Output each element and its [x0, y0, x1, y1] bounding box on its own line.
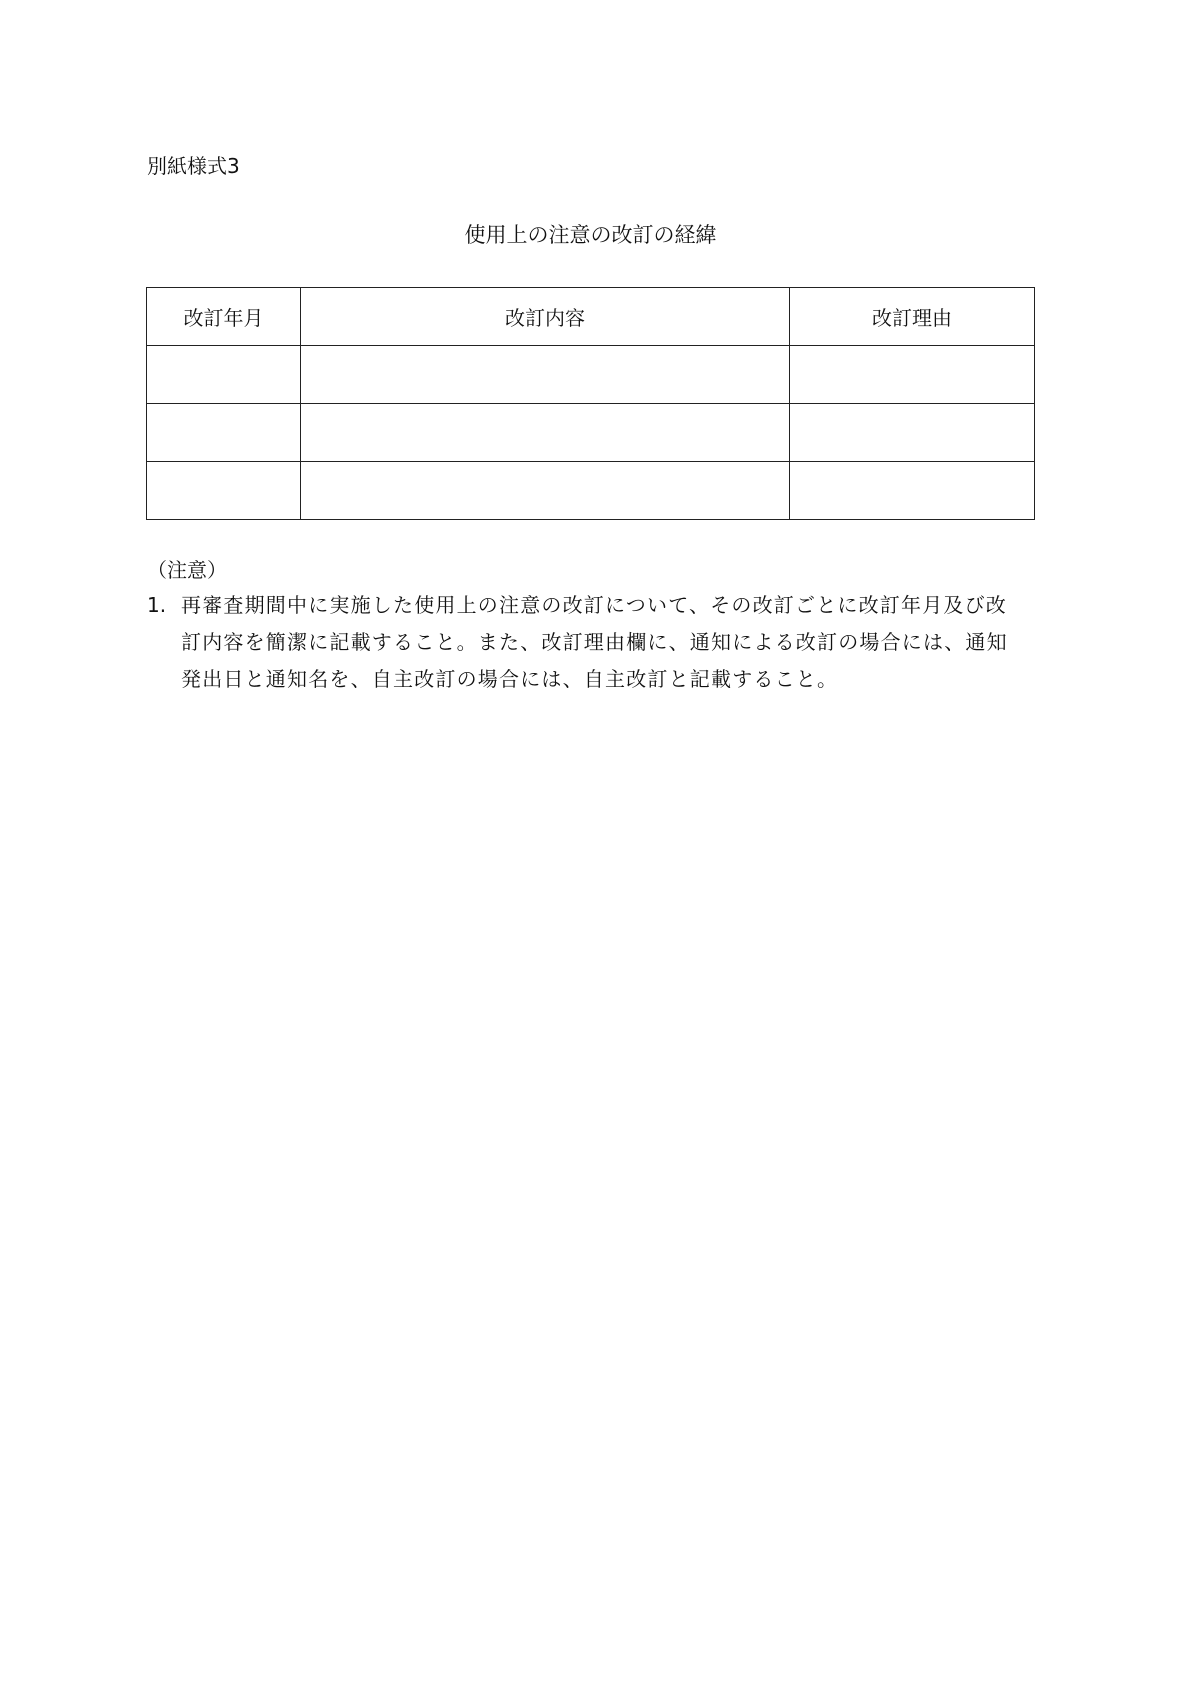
- revision-history-table: [146, 287, 1035, 520]
- table-header-row: [147, 288, 1035, 346]
- note-number: 1.: [147, 593, 167, 617]
- note-item: [147, 587, 1037, 698]
- cell-revision-content[interactable]: [301, 462, 790, 520]
- table-row: [147, 346, 1035, 404]
- cell-revision-date[interactable]: [147, 404, 301, 462]
- notes-section: [147, 557, 1037, 698]
- cell-revision-reason[interactable]: [790, 404, 1035, 462]
- note-line: 訂内容を簡潔に記載すること。また、改訂理由欄に、通知による改訂の場合には、通知: [181, 630, 1008, 654]
- cell-revision-content[interactable]: [301, 346, 790, 404]
- notes-heading: （注意）: [147, 558, 227, 582]
- document-title: 使用上の注意の改訂の経緯: [464, 223, 717, 247]
- table-row: [147, 462, 1035, 520]
- form-label: 別紙様式3: [147, 154, 240, 178]
- cell-revision-content[interactable]: [301, 404, 790, 462]
- cell-revision-reason[interactable]: [790, 462, 1035, 520]
- cell-revision-date[interactable]: [147, 462, 301, 520]
- note-text: [181, 587, 1037, 698]
- cell-revision-reason[interactable]: [790, 346, 1035, 404]
- cell-revision-date[interactable]: [147, 346, 301, 404]
- header-revision-date: 改訂年月: [147, 288, 301, 346]
- note-line: 再審査期間中に実施した使用上の注意の改訂について、その改訂ごとに改訂年月及び改: [181, 593, 1007, 617]
- header-revision-reason: 改訂理由: [790, 288, 1035, 346]
- note-line: 発出日と通知名を、自主改訂の場合には、自主改訂と記載すること。: [181, 667, 839, 691]
- header-revision-content: 改訂内容: [301, 288, 790, 346]
- table-row: [147, 404, 1035, 462]
